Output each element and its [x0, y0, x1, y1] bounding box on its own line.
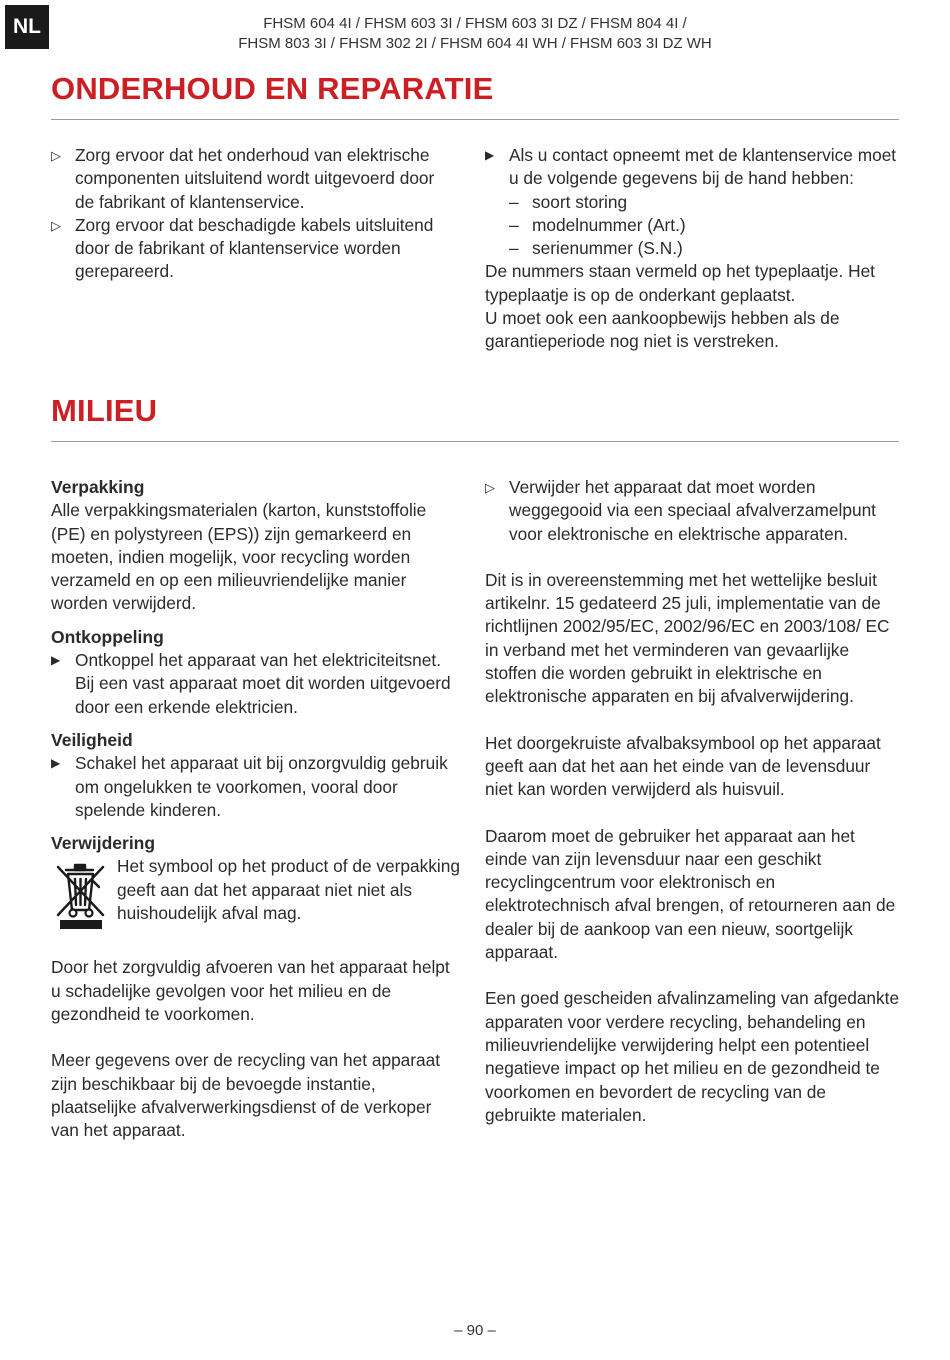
legal-decree-text: Dit is in overeenstemming met het wettelijke besluit artikelnr. 15 gedateerd 25 juli, implementatie van de richtlijnen 2002/95/EC, 2002/96/EC en 2003/108/ EC in verband met het verminderen van gevaarlijke stoffen die worden gebruikt in elektrische en elektronische apparaten en bij afvalverwijdering. [485, 569, 890, 707]
page-number: – 90 – [454, 1322, 496, 1339]
packaging-heading: Verpakking [51, 477, 145, 497]
section-divider [51, 119, 899, 120]
separate-collection-text: Een goed gescheiden afvalinzameling van afgedankte apparaten voor verdere recycling, behandeling en milieuvriendelijke verwijdering helpt een potentieel negatieve impact op het milieu en de gezondheid te voorkomen en bevordert de recycling van de gebruikte materialen. [485, 988, 900, 1125]
disconnect-heading: Ontkoppeling [51, 626, 164, 647]
disposal-heading: Verwijdering [51, 833, 156, 854]
bin-symbol-text: Het doorgekruiste afvalbaksymbool op het apparaat geeft aan dat het aan het einde van de levensduur niet kan worden verwijderd als huisvuil. [485, 732, 881, 800]
list-item-text: Als u contact opneemt met de klantenservice moet u de volgende gegevens bij de hand hebben: [509, 145, 897, 189]
disposal-row [51, 855, 461, 933]
section-title-maintenance: ONDERHOUD EN REPARATIE [51, 71, 494, 106]
outline-triangle-icon: ▷ [51, 217, 61, 233]
dash-marker: – [509, 191, 519, 212]
language-badge: NL [5, 5, 49, 49]
list-item [51, 752, 461, 822]
recycling-info-text: Meer gegevens over de recycling van het apparaat zijn beschikbaar bij de bevoegde instantie, plaatselijke afvalverwerkingsdienst of de verkoper van het apparaat. [51, 1050, 441, 1141]
list-item [51, 649, 461, 719]
list-item [485, 144, 900, 191]
dash-list-text: serienummer (S.N.) [532, 238, 683, 259]
model-list-header [180, 14, 770, 54]
end-of-life-text: Daarom moet de gebruiker het apparaat aan het einde van zijn levensduur naar een geschikt recyclingcentrum voor elektronisch en elektrotechnisch afval brengen, of retourneren aan de dealer bij de aankoop van een nieuw, soortgelijk apparaat. [485, 825, 896, 963]
section-divider [51, 441, 899, 442]
dash-list-text: soort storing [532, 191, 628, 212]
maintenance-left-column [51, 144, 451, 284]
dash-list-text: modelnummer (Art.) [532, 214, 686, 235]
environment-right-column [485, 476, 900, 1127]
dash-list-item [485, 214, 900, 237]
safety-heading: Veiligheid [51, 729, 133, 750]
model-list-line-2: FHSM 803 3I / FHSM 302 2I / FHSM 604 4I WH / FHSM 603 3I DZ WH [238, 35, 712, 52]
filled-triangle-icon: ▶ [51, 756, 61, 771]
filled-triangle-icon: ▶ [485, 148, 495, 162]
dash-list-item [485, 191, 900, 214]
list-item-text: Zorg ervoor dat het onderhoud van elektrische componenten uitsluitend wordt uitgevoerd door de fabrikant of klantenservice. [75, 145, 435, 212]
section-title-environment: MILIEU [51, 393, 158, 428]
outline-triangle-icon: ▷ [51, 148, 61, 163]
list-item-text: Schakel het apparaat uit bij onzorgvuldig gebruik om ongelukken te voorkomen, vooral door spelende kinderen. [75, 753, 448, 820]
model-list-line-1: FHSM 604 4I / FHSM 603 3I / FHSM 603 3I DZ / FHSM 804 4I / [263, 15, 687, 32]
list-item-text: Verwijder het apparaat dat moet worden weggegooid via een speciaal afvalverzamelpunt voor elektronische en elektrische apparaten. [509, 477, 876, 544]
list-item-text: Zorg ervoor dat beschadigde kabels uitsluitend door de fabrikant of klantenservice worden gerepareerd. [75, 214, 434, 282]
receipt-text: U moet ook een aankoopbewijs hebben als de garantieperiode nog niet is verstreken. [485, 308, 840, 352]
packaging-text: Alle verpakkingsmaterialen (karton, kunststoffolie (PE) en polystyreen (EPS)) zijn gemarkeerd en moeten, indien mogelijk, voor recycling worden verzameld en op een milieuvriendelijke manier worden verwijderd. [51, 500, 427, 614]
list-item-text: Ontkoppel het apparaat van het elektriciteitsnet. Bij een vast apparaat moet dit worden uitgevoerd door een erkende elektricien. [75, 650, 451, 717]
disposal-text: Het symbool op het product of de verpakking geeft aan dat het apparaat niet niet als huishoudelijk afval mag. [117, 856, 460, 924]
list-item [485, 476, 900, 546]
disposal-benefit-text: Door het zorgvuldig afvoeren van het apparaat helpt u schadelijke gevolgen voor het milieu en de gezondheid te voorkomen. [51, 957, 450, 1025]
maintenance-right-column [485, 144, 900, 354]
environment-left-column [51, 476, 461, 1143]
list-item [51, 214, 451, 284]
filled-triangle-icon: ▶ [51, 653, 61, 668]
crossed-out-wheelie-bin-icon [53, 857, 109, 933]
outline-triangle-icon: ▷ [485, 480, 495, 495]
dash-marker: – [509, 238, 519, 259]
dash-marker: – [509, 214, 519, 235]
list-item [51, 144, 451, 214]
dash-list-item [485, 237, 900, 260]
typeplate-text: De nummers staan vermeld op het typeplaatje. Het typeplaatje is op de onderkant geplaatst. [485, 261, 875, 305]
